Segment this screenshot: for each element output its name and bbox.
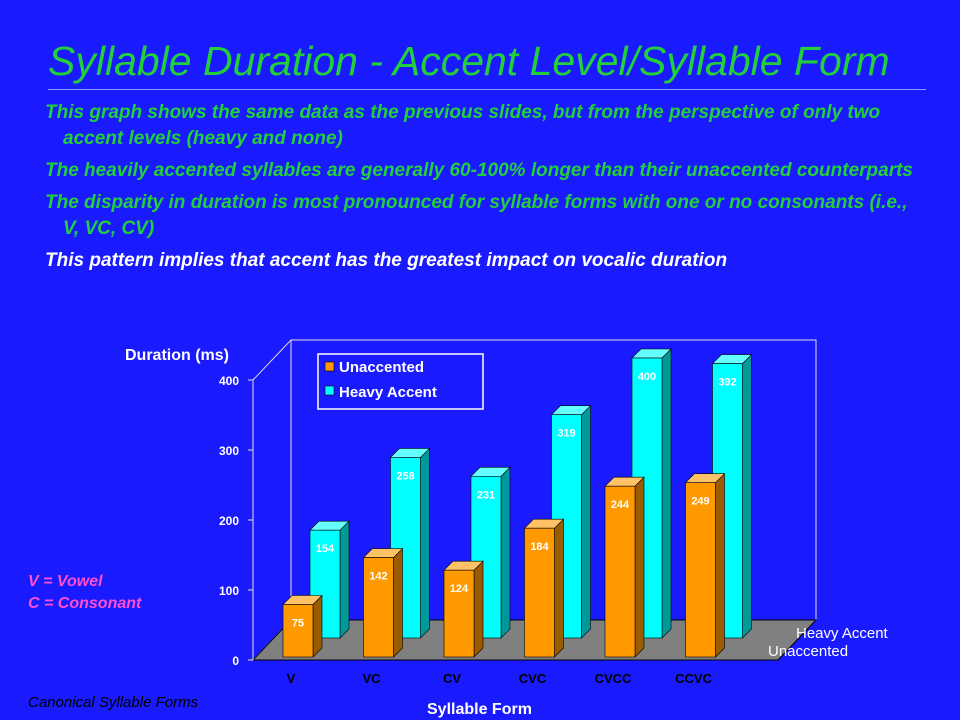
- unaccented-bar-side: [555, 519, 564, 657]
- x-tick-label: CCVC: [675, 671, 712, 686]
- heavy-bar-value-label: 154: [315, 543, 335, 556]
- unaccented-bar: [605, 486, 635, 657]
- heavy-bar-value-label: 392: [718, 376, 737, 389]
- heavy-bar-value-label: 258: [396, 470, 415, 483]
- heavy-bar-side: [743, 355, 752, 638]
- unaccented-bar-side: [716, 474, 725, 657]
- bullet-1: This graph shows the same data as the previous slides, but from the perspective of only two accent levels (heavy and none): [45, 102, 881, 149]
- y-axis-title: Duration (ms): [125, 347, 229, 364]
- unaccented-bar-value-label: 244: [610, 499, 630, 512]
- y-tick-label: 400: [218, 374, 239, 388]
- heavy-bar-side: [662, 349, 671, 638]
- heavy-bar-side: [582, 406, 591, 638]
- x-tick-label: CVC: [518, 671, 547, 686]
- unaccented-bar-value-label: 75: [291, 617, 305, 630]
- heavy-bar-value-label: 231: [476, 489, 496, 502]
- bullet-2: The heavily accented syllables are generally 60-100% longer than their unaccented counterparts: [45, 160, 913, 181]
- x-tick-label: V: [286, 671, 296, 686]
- unaccented-bar-value-label: 184: [530, 541, 549, 554]
- unaccented-bar: [686, 483, 716, 657]
- unaccented-bar-side: [394, 549, 403, 657]
- legend-label-heavy: Heavy Accent: [339, 384, 437, 401]
- x-tick-label: CVCC: [594, 671, 632, 686]
- depth-label-heavy: Heavy Accent: [796, 625, 888, 642]
- heavy-bar-side: [340, 521, 349, 638]
- x-axis-title: Syllable Form: [427, 701, 532, 718]
- depth-label-unaccented: Unaccented: [768, 643, 849, 660]
- unaccented-bar-side: [313, 596, 322, 658]
- y-tick-label: 300: [218, 444, 239, 458]
- note-vowel: V = Vowel: [28, 573, 103, 590]
- slide-title: Syllable Duration - Accent Level/Syllable Form: [48, 38, 890, 84]
- legend-swatch-unaccented: [325, 362, 334, 371]
- heavy-bar-value-label: 319: [557, 427, 576, 440]
- unaccented-bar-value-label: 124: [449, 583, 469, 596]
- bullet-4: This pattern implies that accent has the greatest impact on vocalic duration: [45, 250, 728, 271]
- x-tick-label: CV: [442, 671, 462, 686]
- legend-swatch-heavy: [325, 386, 334, 395]
- x-tick-label: VC: [362, 671, 381, 686]
- heavy-bar-value-label: 400: [637, 371, 657, 383]
- heavy-bar-side: [421, 448, 430, 638]
- note-consonant: C = Consonant: [28, 595, 142, 612]
- abbreviation-note: [28, 571, 141, 615]
- unaccented-bar-value-label: 142: [369, 570, 388, 583]
- unaccented-bar-value-label: 249: [691, 495, 710, 508]
- y-tick-label: 200: [218, 514, 239, 528]
- bullet-3: The disparity in duration is most pronounced for syllable forms with one or no consonants (i.e., V, VC, CV): [45, 192, 908, 239]
- y-tick-label: 0: [232, 654, 239, 668]
- unaccented-bar: [283, 605, 313, 658]
- legend-label-unaccented: Unaccented: [339, 359, 425, 376]
- unaccented-bar-side: [474, 561, 483, 657]
- y-tick-label: 100: [218, 584, 239, 598]
- heavy-bar-side: [501, 467, 510, 638]
- footer-caption: Canonical Syllable Forms: [28, 694, 199, 711]
- unaccented-bar-side: [635, 477, 644, 657]
